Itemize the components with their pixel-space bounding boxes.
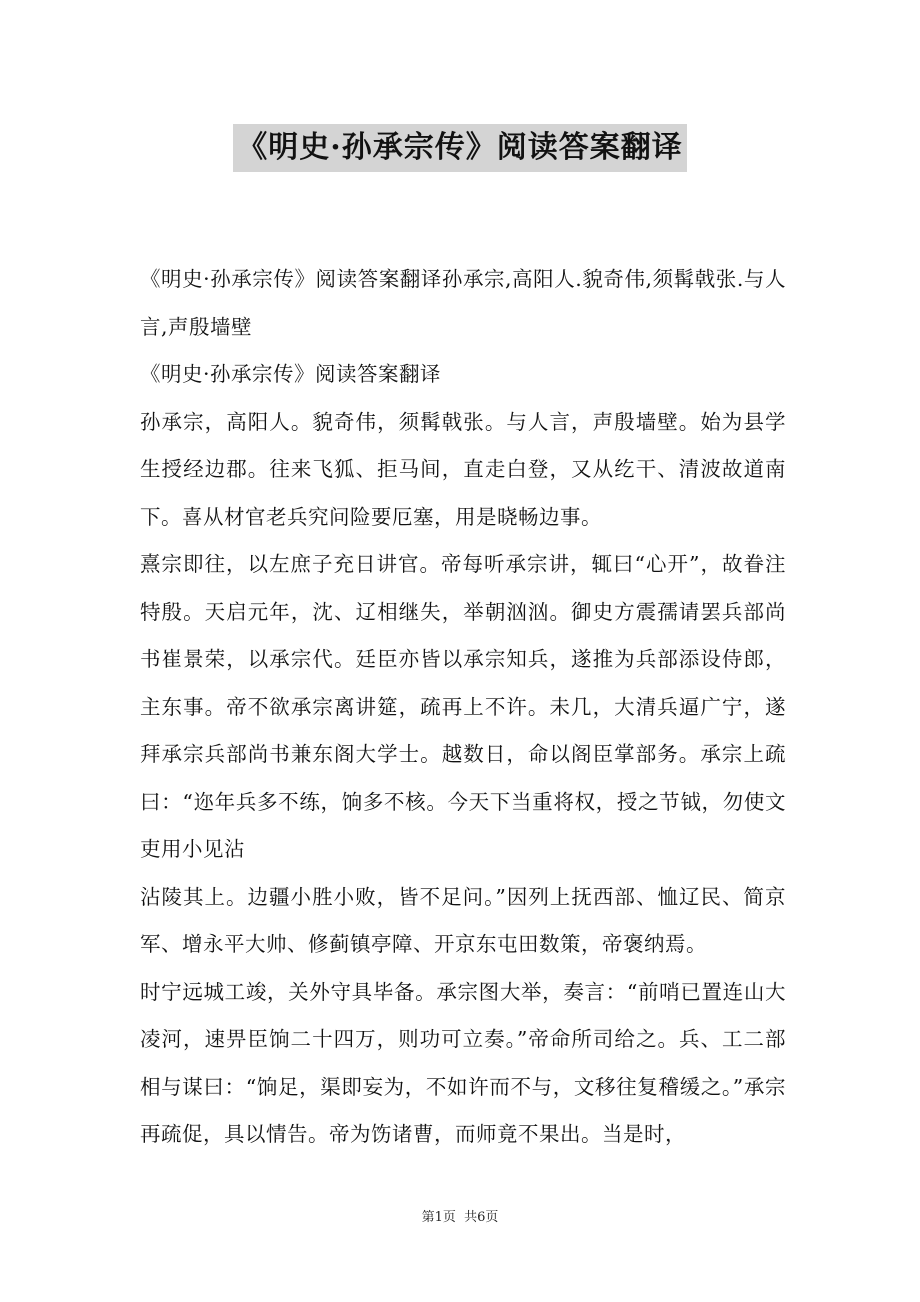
page-total: 共6页 (464, 1210, 499, 1225)
document-body (140, 256, 786, 1159)
paragraph-heading: 《明史·孙承宗传》阅读答案翻译 (140, 362, 442, 386)
paragraph: 时宁远城工竣，关外守具毕备。承宗图大举，奏言：“前哨已置连山大凌河，速畀臣饷二十四万，则功可立奏。”帝命所司给之。兵、工二部相与谋曰：“饷足，渠即妄为，不如许而不与，文移往复稽缓之。”承宗再疏促，具以情告。帝为饬诸曹，而师竟不果出。当是时， (140, 979, 786, 1146)
paragraph: 孙承宗，高阳人。貌奇伟，须髯戟张。与人言，声殷墙壁。始为县学生授经边郡。往来飞狐、拒马间，直走白登，又从纥干、清波故道南下。喜从材官老兵究问险要厄塞，用是晓畅边事。 (140, 409, 786, 529)
paragraph: 熹宗即往，以左庶子充日讲官。帝每听承宗讲，辄曰“心开”，故眷注特殷。天启元年，沈、辽相继失，举朝汹汹。御史方震孺请罢兵部尚书崔景荣，以承宗代。廷臣亦皆以承宗知兵，遂推为兵部添设侍郎，主东事。帝不欲承宗离讲筵，疏再上不许。未几，大清兵逼广宁，遂拜承宗兵部尚书兼东阁大学士。越数日，命以阁臣掌部务。承宗上疏曰：“迩年兵多不练，饷多不核。今天下当重将权，授之节钺，勿使文吏用小见沾 (140, 552, 786, 861)
document-title: 《明史·孙承宗传》阅读答案翻译 (233, 124, 686, 172)
paragraph-summary: 《明史·孙承宗传》阅读答案翻译孙承宗,高阳人.貌奇伟,须髯戟张.与人言,声殷墙壁 (140, 267, 786, 339)
paragraph: 沾陵其上。边疆小胜小败，皆不足问。”因列上抚西部、恤辽民、简京军、增永平大帅、修蓟镇亭障、开京东屯田数策，帝褒纳焉。 (140, 884, 786, 956)
title-container (0, 124, 920, 172)
page-number: 第1页 (421, 1210, 456, 1225)
page-footer (0, 1206, 920, 1225)
